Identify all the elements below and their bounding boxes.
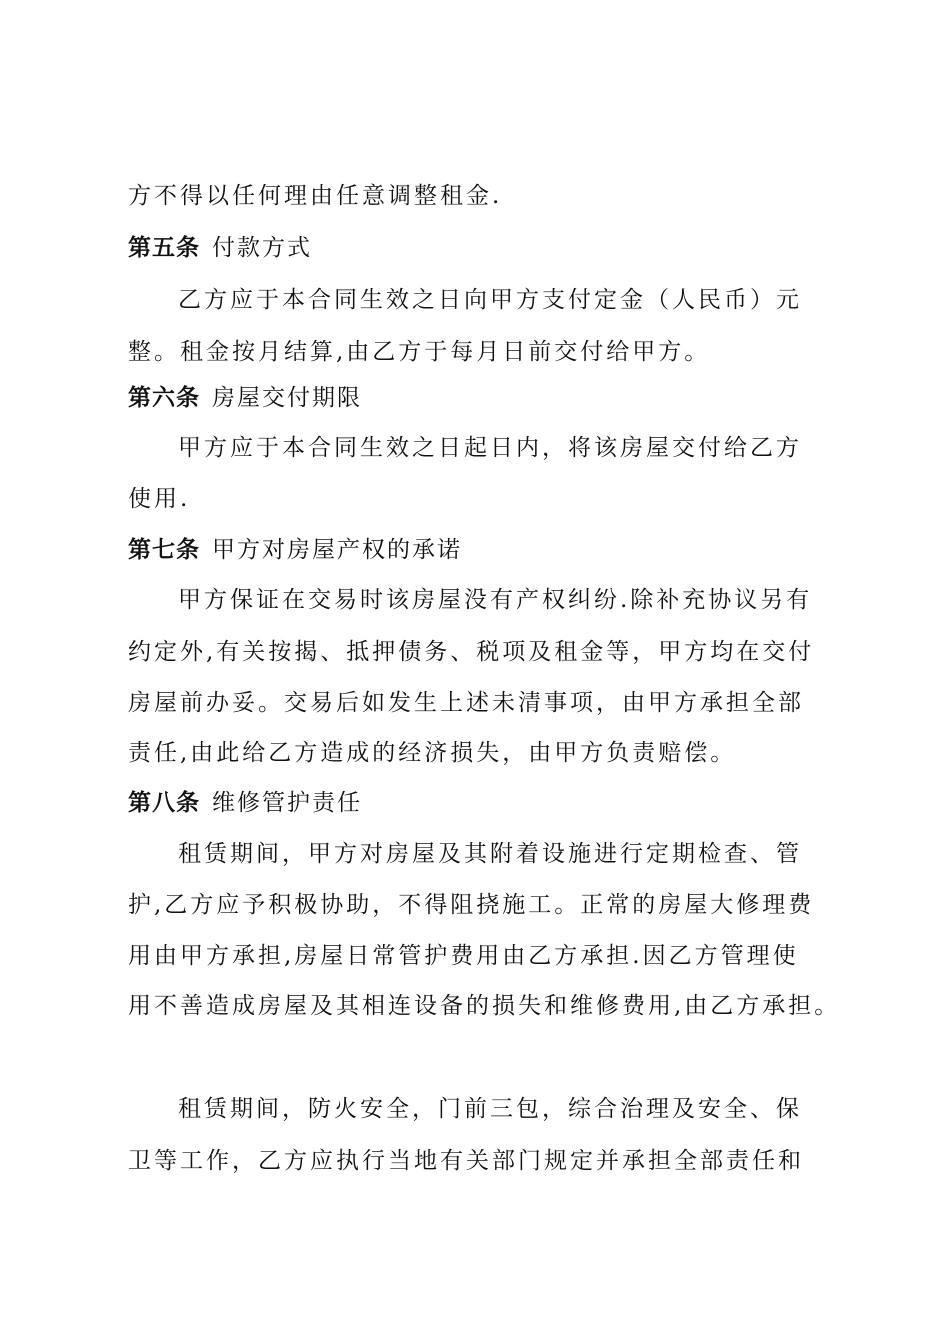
paragraph-line: 用不善造成房屋及其相连设备的损失和维修费用,由乙方承担。 <box>128 993 841 1019</box>
paragraph-line: 乙方应于本合同生效之日向甲方支付定金（人民币）元 <box>178 287 802 313</box>
paragraph-line: 用由甲方承担,房屋日常管护费用由乙方承担.因乙方管理使 <box>128 943 799 969</box>
article-heading-5 <box>128 232 312 264</box>
article-heading-7 <box>128 534 462 566</box>
paragraph-line: 整。租金按月结算,由乙方于每月日前交付给甲方。 <box>128 339 711 365</box>
article-number: 第六条 <box>128 385 200 411</box>
paragraph-line: 卫等工作，乙方应执行当地有关部门规定并承担全部责任和 <box>128 1148 804 1174</box>
article-number: 第五条 <box>128 235 200 261</box>
paragraph-line: 租赁期间，甲方对房屋及其附着设施进行定期检查、管 <box>178 841 802 867</box>
article-number: 第七条 <box>128 537 200 563</box>
article-number: 第八条 <box>128 790 200 816</box>
paragraph-line: 房屋前办妥。交易后如发生上述未清事项，由甲方承担全部 <box>128 690 804 716</box>
article-title: 付款方式 <box>212 235 312 261</box>
paragraph-line: 护,乙方应予积极协助，不得阻挠施工。正常的房屋大修理费 <box>128 892 815 918</box>
article-title: 维修管护责任 <box>212 790 362 816</box>
paragraph-line: 甲方应于本合同生效之日起日内，将该房屋交付给乙方 <box>178 435 802 461</box>
paragraph-line: 甲方保证在交易时该房屋没有产权纠纷.除补充协议另有 <box>178 587 813 613</box>
article-heading-8 <box>128 787 362 819</box>
paragraph-line: 责任,由此给乙方造成的经济损失，由甲方负责赔偿。 <box>128 740 737 766</box>
paragraph-line: 使用. <box>128 486 191 512</box>
paragraph-line: 约定外,有关按揭、抵押债务、税项及租金等，甲方均在交付 <box>128 639 815 665</box>
paragraph-line: 租赁期间，防火安全，门前三包，综合治理及安全、保 <box>178 1096 802 1122</box>
article-title: 房屋交付期限 <box>212 385 362 411</box>
article-title: 甲方对房屋产权的承诺 <box>212 537 462 563</box>
paragraph-line: 方不得以任何理由任意调整租金. <box>128 183 503 209</box>
article-heading-6 <box>128 382 362 414</box>
